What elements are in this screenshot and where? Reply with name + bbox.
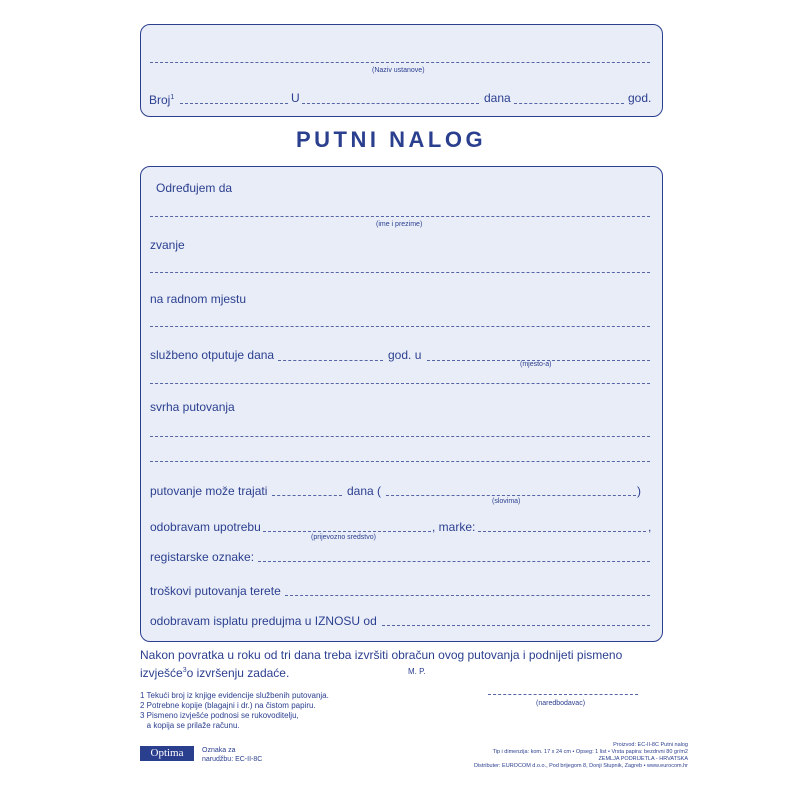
order-code-value: narudžbu: EC-II-8C bbox=[202, 756, 263, 763]
notice-line-2: izvješće$^3$o izvršenju zadaće. bbox=[140, 666, 290, 680]
words-caption: (slovima) bbox=[492, 498, 521, 505]
name-field[interactable] bbox=[150, 216, 650, 217]
travel-place-field-2[interactable] bbox=[150, 383, 650, 384]
vehicle-label: odobravam upotrebu bbox=[150, 520, 261, 534]
duration-field[interactable] bbox=[272, 495, 342, 496]
vehicle-field[interactable] bbox=[263, 531, 431, 532]
brand-label: , marke: bbox=[432, 520, 476, 534]
name-caption: (ime i prezime) bbox=[376, 221, 423, 228]
signature-caption: (naredbodavac) bbox=[536, 700, 586, 707]
date-field[interactable] bbox=[514, 103, 624, 104]
product-info-2: Tip i dimenzija: kom. 17 x 24 cm • Opseg: 1 list • Vrsta papira: bezdrvni 80 gr/m2 bbox=[492, 749, 688, 755]
order-label: Određujem da bbox=[156, 181, 233, 195]
advance-label: odobravam isplatu predujma u IZNOSU od bbox=[150, 614, 377, 628]
signature-line[interactable] bbox=[488, 694, 638, 695]
purpose-field-1[interactable] bbox=[150, 436, 650, 437]
days-words-field[interactable] bbox=[386, 495, 636, 496]
duration-label: putovanje može trajati bbox=[150, 484, 268, 498]
title-label: zvanje bbox=[150, 238, 185, 252]
optima-logo bbox=[140, 746, 194, 761]
title-field[interactable] bbox=[150, 272, 650, 273]
place-field[interactable] bbox=[302, 103, 479, 104]
purpose-label: svrha putovanja bbox=[150, 400, 235, 414]
date-label: dana bbox=[484, 91, 511, 105]
stamp-label: M. P. bbox=[408, 667, 426, 676]
year-label: god. bbox=[628, 91, 652, 105]
plates-field[interactable] bbox=[258, 561, 650, 562]
product-info-3: ZEMLJA PODRIJETLA - HRVATSKA bbox=[598, 756, 688, 762]
purpose-field-2[interactable] bbox=[150, 461, 650, 462]
place-caption: (mjesto-a) bbox=[520, 361, 552, 368]
number-label: Broj$^1$ bbox=[149, 93, 175, 107]
trailing-comma: , bbox=[648, 520, 652, 534]
close-paren: ) bbox=[637, 484, 641, 498]
page-title: PUTNI NALOG bbox=[296, 127, 487, 152]
costs-label: troškovi putovanja terete bbox=[150, 584, 281, 598]
vehicle-caption: (prijevozno sredstvo) bbox=[311, 534, 376, 541]
brand-field[interactable] bbox=[478, 531, 646, 532]
optima-logo-text: Optima bbox=[150, 747, 184, 759]
travel-label: službeno otputuje dana bbox=[150, 348, 275, 362]
plates-label: registarske oznake: bbox=[150, 550, 255, 564]
advance-field[interactable] bbox=[382, 625, 650, 626]
notice-line-1: Nakon povratka u roku od tri dana treba izvršiti obračun ovog putovanja i podnijeti pismeno bbox=[140, 648, 623, 662]
institution-line[interactable] bbox=[150, 62, 650, 63]
footnote-2: 2 Potrebne kopije (blagajni i dr.) na čistom papiru. bbox=[140, 701, 316, 710]
position-field[interactable] bbox=[150, 326, 650, 327]
travel-year-label: god. u bbox=[388, 348, 422, 362]
footnote-3-cont: a kopija se prilaže računu. bbox=[140, 721, 240, 730]
days-label: dana ( bbox=[347, 484, 382, 498]
in-label: U bbox=[291, 91, 300, 105]
institution-caption: (Naziv ustanove) bbox=[372, 67, 425, 74]
footnote-3: 3 Pismeno izvješće podnosi se rukovoditelju, bbox=[140, 711, 299, 720]
position-label: na radnom mjestu bbox=[150, 292, 247, 306]
number-field[interactable] bbox=[180, 103, 288, 104]
product-info-4: Distributer: EUROCOM d.o.o., Pod brijegom 8, Donji Stupnik, Zagreb • www.eurocom.hr bbox=[473, 763, 688, 769]
order-code-label: Oznaka za bbox=[202, 747, 236, 754]
product-info-1: Proizvod: EC-II-8C Putni nalog bbox=[613, 742, 688, 748]
costs-field[interactable] bbox=[285, 595, 650, 596]
footnote-1: 1 Tekući broj iz knjige evidencije službenih putovanja. bbox=[140, 691, 329, 700]
travel-date-field[interactable] bbox=[278, 360, 383, 361]
